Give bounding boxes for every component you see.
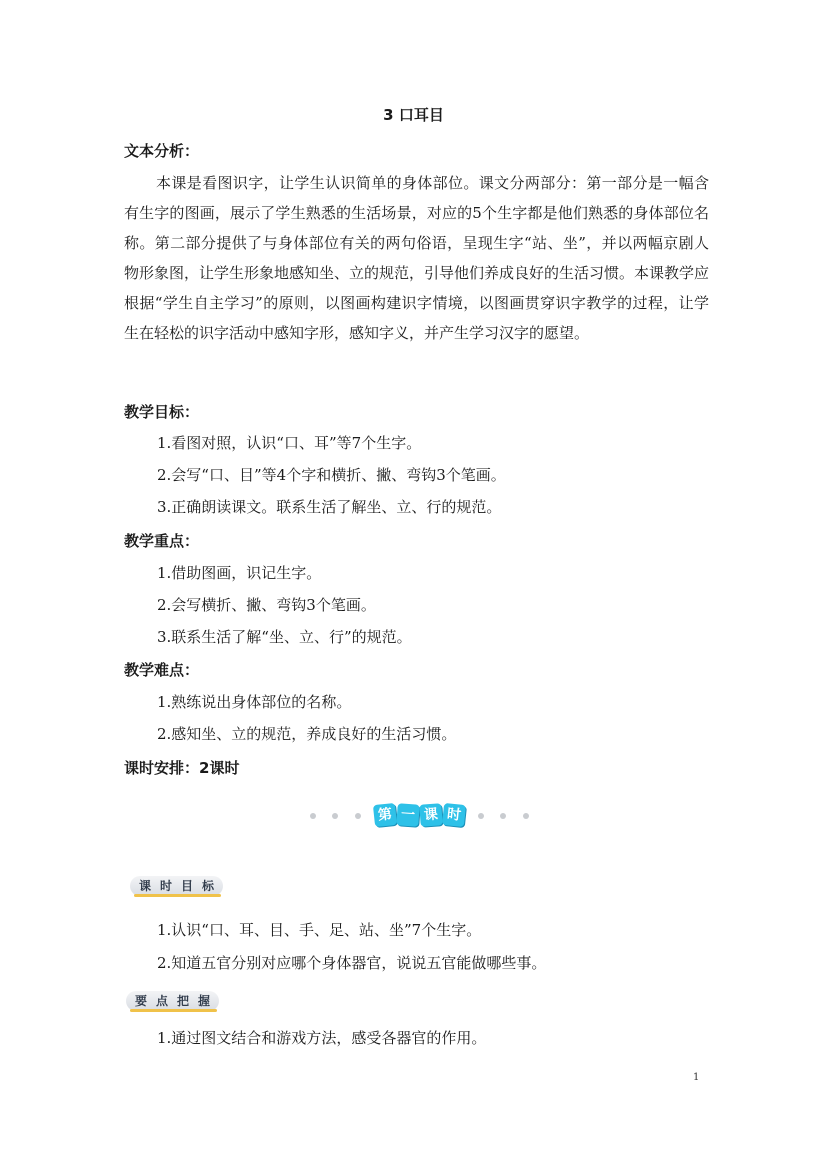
keypoint-item: 3.联系生活了解“坐、立、行”的规范。 [157, 628, 412, 646]
analysis-paragraph: 本课是看图识字，让学生认识简单的身体部位。课文分两部分：第一部分是一幅含有生字的图画，展示了学生熟悉的生活场景，对应的5个生字都是他们熟悉的身体部位名称。第二部分提供了与身体部位有关的两句俗语，呈现生字“站、坐”，并以两幅京剧人物形象图，让学生形象地感知坐、立的规范，引导他们养成良好的生活习惯。本课教学应根据“学生自主学习”的原则，以图画构建识字情境，以图画贯穿识字教学的过程，让学生在轻松的识字活动中感知字形，感知字义，并产生学习汉字的愿望。 [124, 174, 710, 342]
page-number: 1 [693, 1072, 700, 1083]
divider-dot [478, 813, 484, 819]
lesson-banner [370, 800, 470, 830]
divider-dot [355, 813, 361, 819]
goal-item: 3.正确朗读课文。联系生活了解坐、立、行的规范。 [157, 498, 502, 516]
lesson-goal-item: 2.知道五官分别对应哪个身体器官，说说五官能做哪些事。 [157, 954, 547, 972]
lesson-banner-char: 一 [396, 803, 419, 826]
goal-item: 2.会写“口、目”等4个字和横折、撇、弯钩3个笔画。 [157, 466, 506, 484]
lesson-goals-tag: 课时目标 [130, 876, 223, 896]
lesson-banner-char: 课 [419, 803, 442, 826]
lesson-banner-char: 时 [442, 803, 466, 827]
goals-heading: 教学目标： [124, 403, 200, 421]
divider-dot [500, 813, 506, 819]
schedule-line: 课时安排：2课时 [124, 759, 240, 777]
lesson-goal-item: 1.认识“口、耳、目、手、足、站、坐”7个生字。 [157, 921, 482, 939]
essential-item: 1.通过图文结合和游戏方法，感受各器官的作用。 [157, 1029, 487, 1047]
keypoint-item: 1.借助图画，识记生字。 [157, 564, 322, 582]
essentials-tag: 要点把握 [126, 991, 219, 1011]
difficulties-heading: 教学难点： [124, 661, 200, 679]
keypoints-heading: 教学重点： [124, 532, 200, 550]
lesson-divider [300, 796, 540, 836]
lesson-title: 3 口耳目 [383, 106, 444, 124]
analysis-heading: 文本分析： [124, 142, 200, 160]
difficulty-item: 1.熟练说出身体部位的名称。 [157, 693, 352, 711]
divider-dot [332, 813, 338, 819]
difficulty-item: 2.感知坐、立的规范，养成良好的生活习惯。 [157, 725, 457, 743]
divider-dot [523, 813, 529, 819]
keypoint-item: 2.会写横折、撇、弯钩3个笔画。 [157, 596, 376, 614]
lesson-banner-char: 第 [373, 803, 397, 827]
divider-dot [310, 813, 316, 819]
goal-item: 1.看图对照，认识“口、耳”等7个生字。 [157, 434, 422, 452]
